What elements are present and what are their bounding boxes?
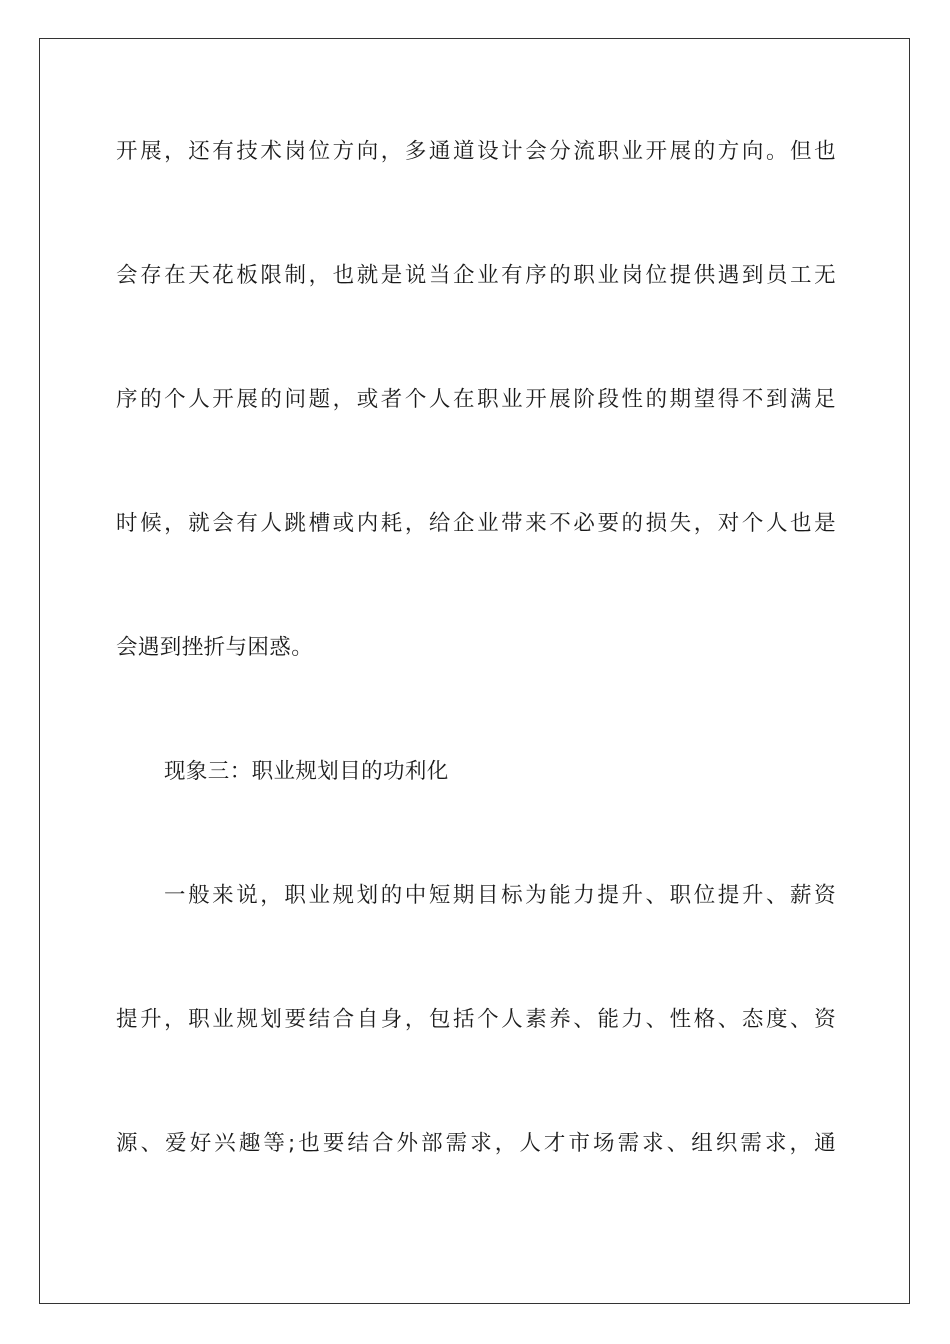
paragraph-line: 会存在天花板限制，也就是说当企业有序的职业岗位提供遇到员工无 [116,263,836,288]
paragraph-line: 源、爱好兴趣等;也要结合外部需求，人才市场需求、组织需求，通 [116,1131,836,1156]
page-border [39,38,910,1304]
paragraph-line: 开展，还有技术岗位方向，多通道设计会分流职业开展的方向。但也 [116,139,836,164]
paragraph-line: 时候，就会有人跳槽或内耗，给企业带来不必要的损失，对个人也是 [116,511,836,536]
paragraph-line: 会遇到挫折与困惑。 [116,635,314,660]
section-heading: 现象三：职业规划目的功利化 [164,759,449,784]
paragraph-line: 序的个人开展的问题，或者个人在职业开展阶段性的期望得不到满足 [116,387,836,412]
paragraph-line: 一般来说，职业规划的中短期目标为能力提升、职位提升、薪资 [164,883,836,908]
paragraph-line: 提升，职业规划要结合自身，包括个人素养、能力、性格、态度、资 [116,1007,836,1032]
